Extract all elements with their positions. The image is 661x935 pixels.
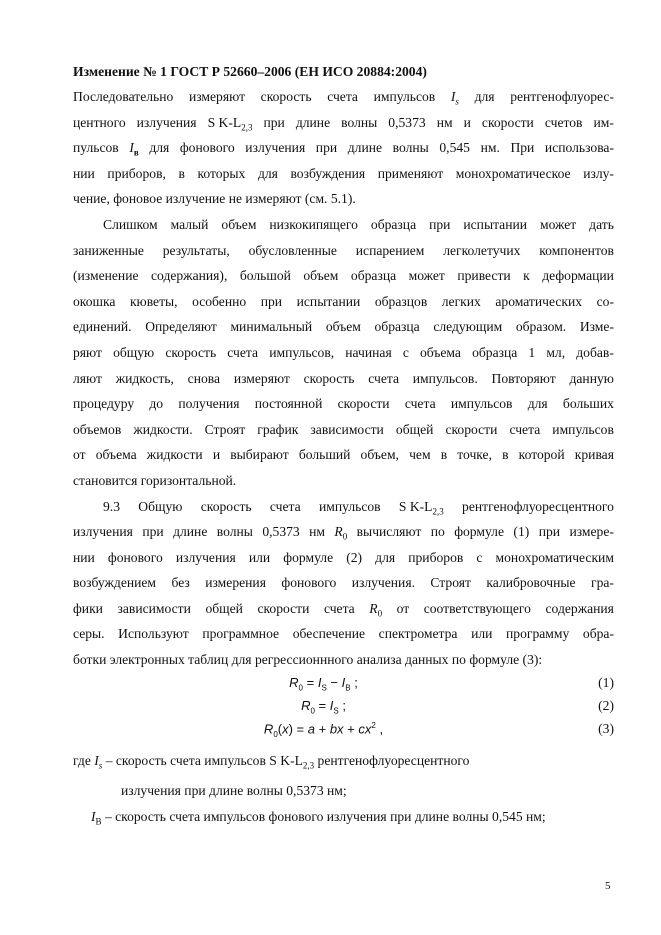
formula-number: (2) — [598, 697, 614, 713]
formula-2 — [73, 696, 614, 719]
text-line: заниженные результаты, обусловленные испарением легколетучих компонентов — [73, 242, 614, 258]
text-line: окошка кюветы, особенно при испытании образцов легких ароматических со- — [73, 293, 614, 309]
text-line: возбуждением без измерения фонового излучения. Строят калибровочные гра- — [73, 575, 614, 591]
definition-ib: $I_B$ – скорость счета импульсов фонового излучения при длине волны 0,545 нм; — [91, 809, 546, 828]
text-line: центного излучения S $K-L_{2,3}$ при длине волны 0,5373 нм и скорости счетов им- — [73, 114, 614, 133]
formula-expression: $R_0 = I_S$ ; — [301, 697, 346, 716]
text-line: от объема жидкости и выбирают больший объем, чем в точке, в которой кривая — [73, 447, 614, 463]
text-line: фики зависимости общей скорости счета $R_0$ от соответствующего содержания — [73, 600, 614, 619]
paragraph-3 — [73, 494, 614, 673]
text-line: объемов жидкости. Строят график зависимости общей скорости счета импульсов — [73, 421, 614, 437]
text-line: становится горизонтальной. — [73, 472, 237, 488]
formula-1 — [73, 673, 614, 696]
paragraph-1 — [73, 84, 614, 212]
document-page — [73, 62, 614, 835]
formula-3 — [73, 719, 614, 742]
document-heading: Изменение № 1 ГОСТ Р 52660–2006 (ЕН ИСО 20884:2004) — [73, 64, 427, 79]
formula-expression: $R_0(x) = a$ + bx + $cx^2$ , — [263, 720, 384, 739]
text-line: нии фонового излучения или формуле (2) для приборов с монохроматическим — [73, 549, 614, 565]
text-line: серы. Используют программное обеспечение спектрометра или программу обра- — [73, 626, 614, 642]
text-line: нии приборов, в которых для возбуждения применяют монохроматическое излу- — [73, 165, 614, 181]
definitions — [73, 748, 614, 835]
text-line: 9.3 Общую скорость счета импульсов S $K-L_{2,3}$ рентгенофлуоресцентного — [103, 498, 614, 517]
text-line: единений. Определяют минимальный объем образца следующим образом. Изме- — [73, 319, 614, 335]
text-line: ляют жидкость, снова измеряют скорость счета импульсов. Повторяют данную — [73, 370, 614, 386]
text-line: (изменение содержания), большой объем образца может привести к деформации — [73, 268, 614, 284]
paragraph-2 — [73, 212, 614, 494]
text-line: процедуру до получения постоянной скорости счета импульсов для больших — [73, 396, 614, 412]
text-line: Слишком малый объем низкокипящего образца при испытании может дать — [103, 216, 614, 232]
text-line: чение, фоновое излучение не измеряют (см. 5.1). — [73, 191, 356, 207]
text-line: ряют общую скорость счета импульсов, начиная с объема образца 1 мл, добав- — [73, 344, 614, 360]
text-line: Последовательно измеряют скорость счета импульсов $I_s$ для рентгенофлуорес- — [73, 89, 614, 107]
formula-number: (3) — [598, 720, 614, 736]
text-line: ботки электронных таблиц для регрессионнного анализа данных по формуле (3): — [73, 652, 543, 668]
formula-expression: $R_0 = I_S - I_B$ ; — [289, 674, 358, 693]
text-line: излучения при длине волны 0,5373 нм $R_0$ вычисляют по формуле (1) при измере- — [73, 524, 614, 542]
text-line: пульсов $I_в$ для фонового излучения при длине волны 0,545 нм. При использова- — [73, 140, 614, 158]
definition-is-continued: излучения при длине волны 0,5373 нм; — [121, 783, 347, 799]
formula-number: (1) — [598, 674, 614, 690]
definition-is: где $I_s$ – скорость счета импульсов S $K-L_{2,3}$ рентгенофлуоресцентного — [73, 752, 470, 771]
page-number: 5 — [605, 880, 611, 892]
